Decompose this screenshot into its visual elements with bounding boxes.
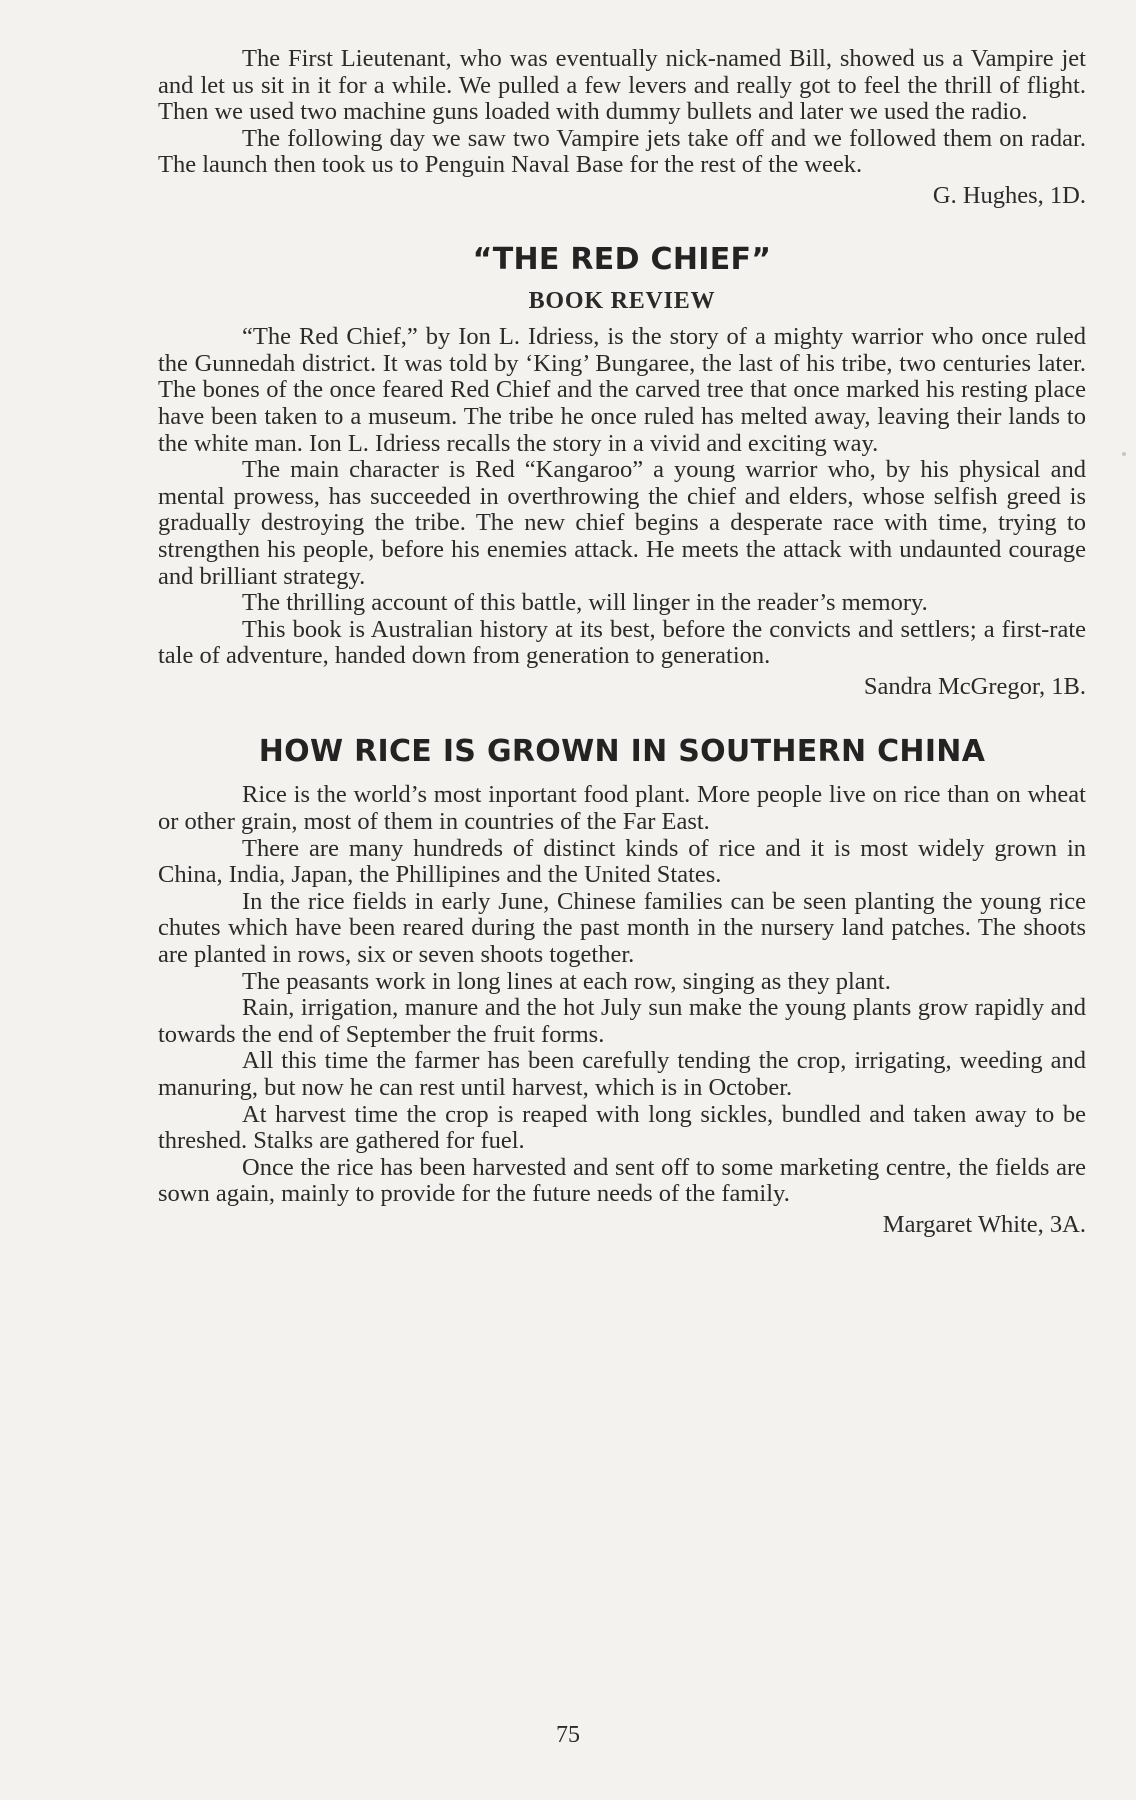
article-red-chief (158, 324, 1086, 700)
article-vampire-jet (158, 46, 1086, 210)
margin-speck (1122, 452, 1126, 456)
paragraph: The First Lieutenant, who was eventually nick-named Bill, showed us a Vampire jet and let us sit in it for a while. We pulled a few levers and really got to feel the thrill of flight. Then we used two machine guns loaded with dummy bullets and later we used the radio. (158, 45, 1086, 126)
page-number: 75 (556, 1722, 580, 1748)
paragraph: Rain, irrigation, manure and the hot July sun make the young plants grow rapidly and towards the end of September the fruit forms. (158, 994, 1086, 1048)
paragraph: This book is Australian history at its best, before the convicts and settlers; a first-rate tale of adventure, handed down from generation to generation. (158, 615, 1086, 670)
article-rice (158, 782, 1086, 1238)
paragraph: Rice is the world’s most inportant food plant. More people live on rice than on wheat or other grain, most of them in countries of the Far East. (158, 781, 1086, 836)
paragraph: “The Red Chief,” by Ion L. Idriess, is the story of a mighty warrior who once ruled the Gunnedah district. It was told by ‘King’ Bungaree, the last of his tribe, two centuries later. The bones of the once feared Red Chief and the carved tree that once marked his resting place have been taken to a museum. The tribe he once ruled has melted away, leaving their lands to the white man. Ion L. Idriess recalls the story in a vivid and exciting way. (158, 323, 1086, 457)
paragraph: Once the rice has been harvested and sent off to some marketing centre, the fields are sown again, mainly to provide for the future needs of the family. (158, 1153, 1086, 1208)
paragraph: The thrilling account of this battle, will linger in the reader’s memory. (242, 589, 928, 617)
document-page (158, 46, 1086, 1239)
paragraph: The following day we saw two Vampire jets take off and we followed them on radar. The launch then took us to Penguin Naval Base for the rest of the week. (158, 124, 1086, 179)
author-signature: Margaret White, 3A. (882, 1210, 1086, 1238)
author-signature: Sandra McGregor, 1B. (863, 672, 1086, 700)
paragraph: All this time the farmer has been carefully tending the crop, irrigating, weeding and manuring, but now he can rest until harvest, which is in October. (158, 1047, 1086, 1101)
author-signature: G. Hughes, 1D. (932, 181, 1086, 209)
section-title-rice: HOW RICE IS GROWN IN SOUTHERN CHINA (258, 734, 986, 770)
section-subtitle-book-review: BOOK REVIEW (528, 287, 716, 314)
paragraph: In the rice fields in early June, Chinese families can be seen planting the young rice chutes which have been reared during the past month in the nursery land patches. The shoots are planted in rows, six or seven shoots together. (158, 887, 1086, 969)
paragraph: There are many hundreds of distinct kinds of rice and it is most widely grown in China, India, Japan, the Phillipines and the United States. (158, 834, 1086, 889)
paragraph: The peasants work in long lines at each row, singing as they plant. (242, 967, 891, 995)
paragraph: The main character is Red “Kangaroo” a young warrior who, by his physical and mental prowess, has succeeded in overthrowing the chief and elders, whose selfish greed is gradually destroying the tribe. The new chief begins a desperate race with time, trying to strengthen his people, before his enemies attack. He meets the attack with undaunted courage and brilliant strategy. (158, 456, 1086, 590)
section-title-red-chief: “THE RED CHIEF” (472, 241, 772, 277)
paragraph: At harvest time the crop is reaped with long sickles, bundled and taken away to be threshed. Stalks are gathered for fuel. (158, 1100, 1086, 1155)
